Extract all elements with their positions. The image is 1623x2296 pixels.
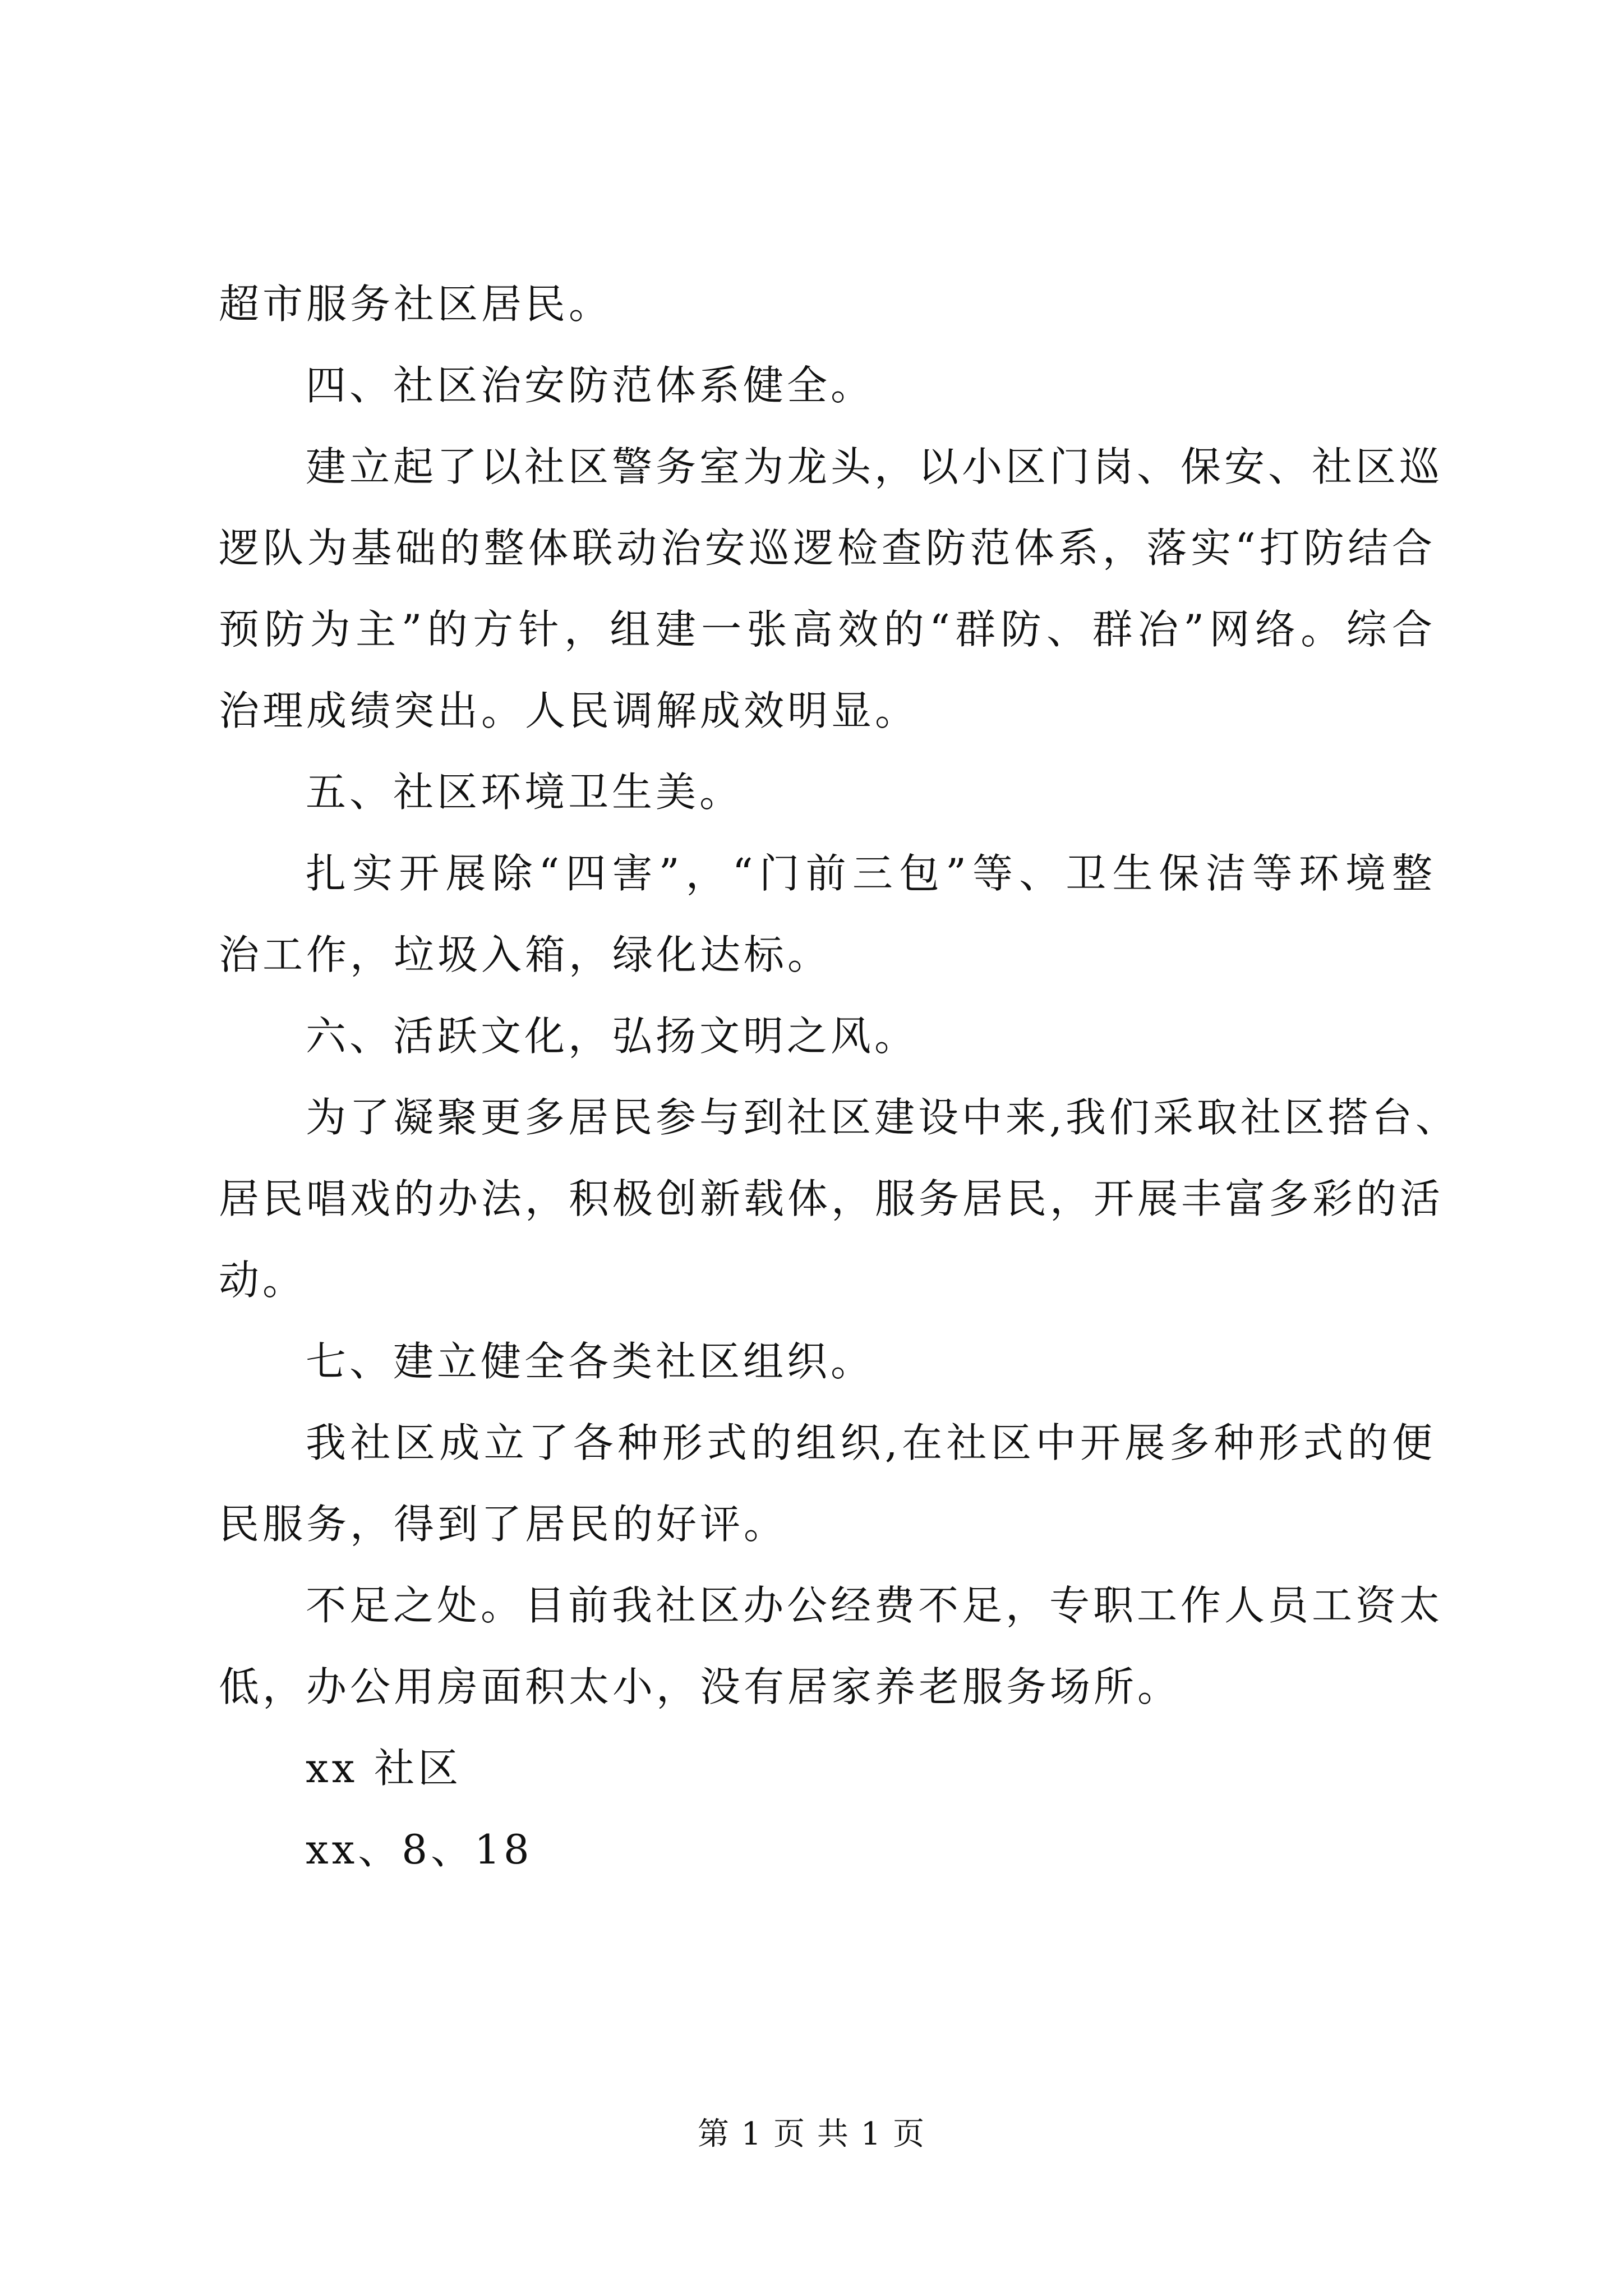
text-line: 七、建立健全各类社区组织。 <box>306 1338 875 1385</box>
text-line: 六、活跃文化，弘扬文明之风。 <box>306 1013 919 1060</box>
text-line: xx 社区 <box>306 1745 462 1792</box>
text-line: 不足之处。目前我社区办公经费不足，专职工作人员工资太 <box>306 1582 1444 1629</box>
text-line: 低，办公用房面积太小，没有居家养老服务场所。 <box>219 1663 1182 1710</box>
text-line: 四、社区治安防范体系健全。 <box>306 362 875 409</box>
text-line: 为了凝聚更多居民参与到社区建设中来,我们采取社区搭台、 <box>306 1094 1459 1141</box>
text-line: 动。 <box>219 1257 307 1304</box>
document-body <box>219 264 1459 1890</box>
text-line: 逻队为基础的整体联动治安巡逻检查防范体系，落实“打防结合 <box>219 524 1436 572</box>
text-line: xx、8、18 <box>306 1826 533 1873</box>
text-line: 建立起了以社区警务室为龙头，以小区门岗、保安、社区巡 <box>306 443 1444 490</box>
text-line: 民服务，得到了居民的好评。 <box>219 1501 788 1548</box>
text-line: 居民唱戏的办法，积极创新载体，服务居民，开展丰富多彩的活 <box>219 1175 1444 1222</box>
text-line: 扎实开展除“四害”，“门前三包”等、卫生保洁等环境整 <box>306 850 1436 897</box>
text-line: 治工作，垃圾入箱，绿化达标。 <box>219 931 832 978</box>
page-footer: 第 1 页 共 1 页 <box>697 2116 926 2152</box>
text-line: 超市服务社区居民。 <box>219 280 613 328</box>
text-line: 预防为主”的方针，组建一张高效的“群防、群冶”网络。综合 <box>219 606 1436 653</box>
text-line: 五、社区环境卫生美。 <box>306 769 744 816</box>
text-line: 我社区成立了各种形式的组织,在社区中开展多种形式的便 <box>306 1419 1436 1466</box>
text-line: 治理成绩突出。人民调解成效明显。 <box>219 687 919 734</box>
